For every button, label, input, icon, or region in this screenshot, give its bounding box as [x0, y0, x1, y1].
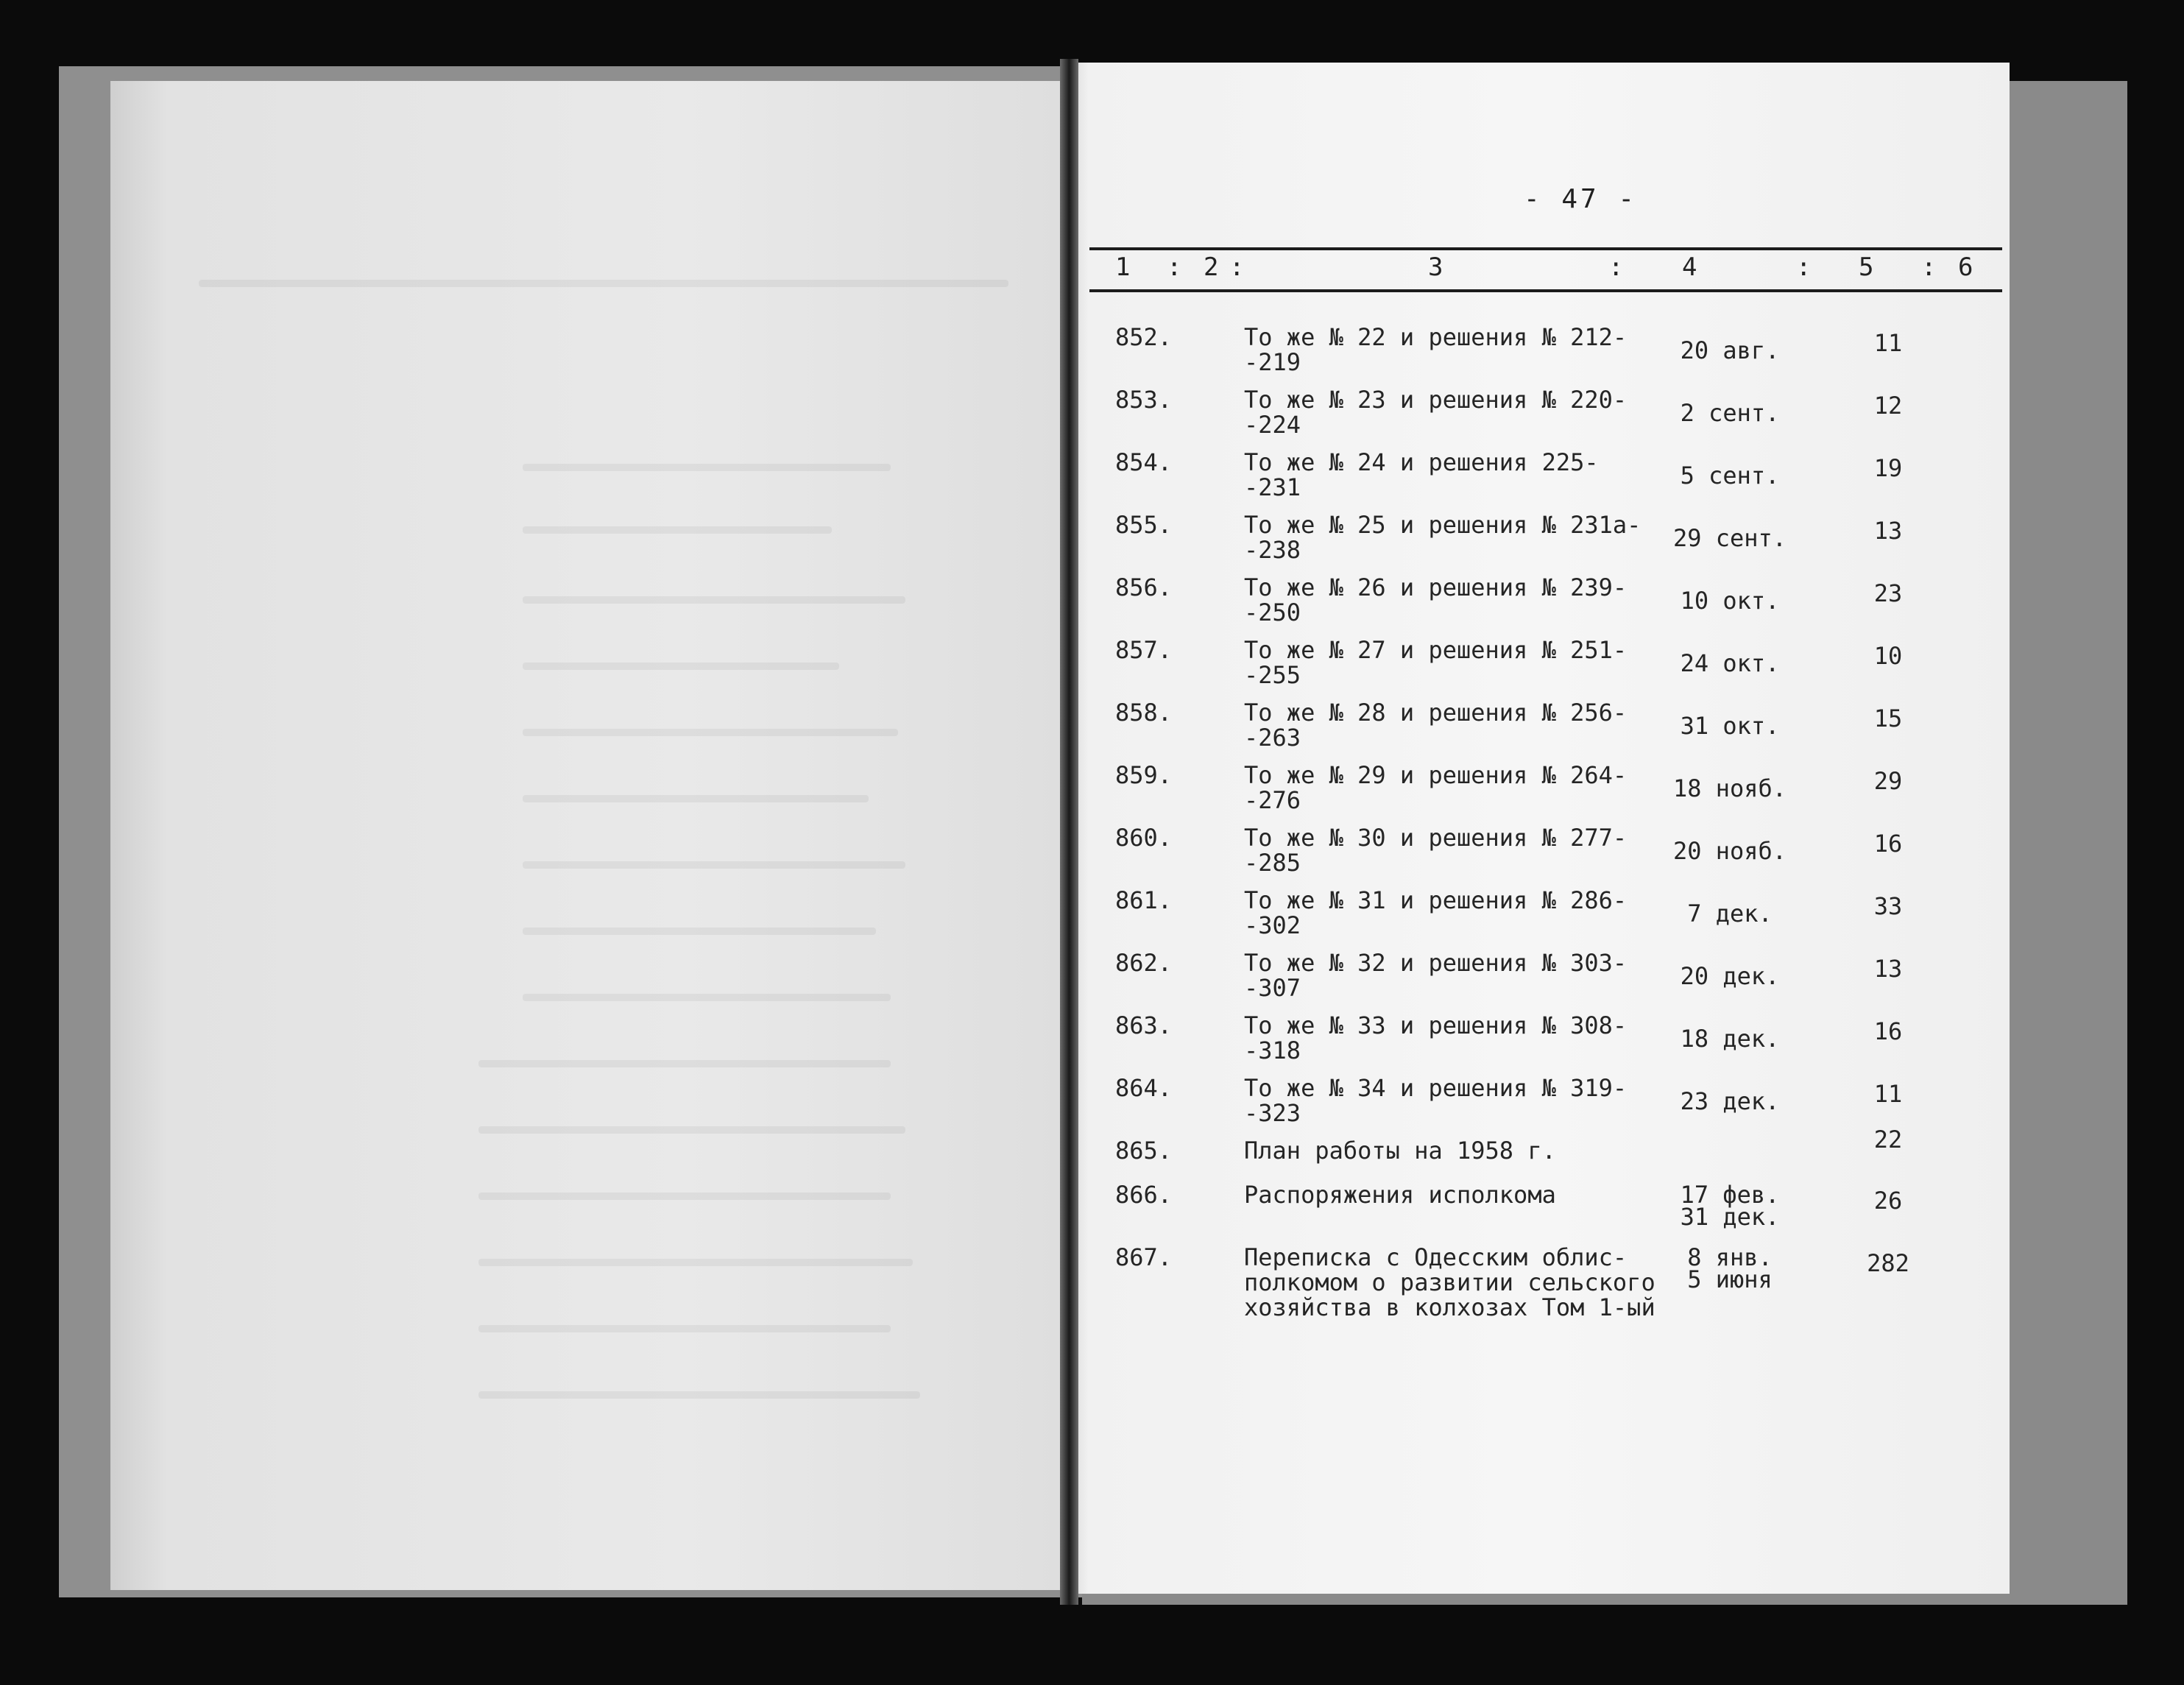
row-date: 2 сент.: [1680, 399, 1780, 427]
column-header-1: 1: [1115, 252, 1131, 282]
row-date: 29 сент.: [1672, 524, 1787, 552]
row-description: То же № 24 и решения 225-: [1244, 448, 1599, 476]
row-sheet-count: 11: [1873, 329, 1903, 357]
row-number: 860.: [1115, 824, 1173, 852]
row-sheet-count: 26: [1873, 1187, 1903, 1215]
row-description: То же № 30 и решения № 277-: [1244, 824, 1628, 852]
row-date: 20 дек.: [1680, 962, 1780, 990]
row-number: 856.: [1115, 573, 1173, 601]
row-number: 861.: [1115, 886, 1173, 914]
row-date: 5 сент.: [1680, 462, 1780, 490]
row-description: То же № 28 и решения № 256-: [1244, 699, 1628, 727]
column-header-5: 5: [1859, 252, 1874, 282]
row-description: -263: [1244, 724, 1301, 752]
row-sheet-count: 22: [1873, 1126, 1903, 1154]
row-description: -302: [1244, 911, 1301, 939]
row-description: -219: [1244, 348, 1301, 376]
row-number: 855.: [1115, 511, 1173, 539]
row-date: 31 дек.: [1680, 1203, 1780, 1231]
row-sheet-count: 16: [1873, 1017, 1903, 1045]
row-date: 31 окт.: [1680, 712, 1780, 740]
row-sheet-count: 11: [1873, 1080, 1903, 1108]
row-description: -231: [1244, 473, 1301, 501]
row-sheet-count: 13: [1873, 517, 1903, 545]
row-description: То же № 31 и решения № 286-: [1244, 886, 1628, 914]
row-number: 858.: [1115, 699, 1173, 727]
row-number: 854.: [1115, 448, 1173, 476]
row-number: 862.: [1115, 949, 1173, 977]
row-number: 859.: [1115, 761, 1173, 789]
column-separator: :: [1921, 252, 1937, 282]
row-description: -238: [1244, 536, 1301, 564]
row-date: 7 дек.: [1687, 900, 1773, 928]
column-header-2: 2: [1204, 252, 1219, 282]
row-sheet-count: 15: [1873, 704, 1903, 732]
row-sheet-count: 19: [1873, 454, 1903, 482]
row-sheet-count: 33: [1873, 892, 1903, 920]
row-date: 20 авг.: [1680, 336, 1780, 364]
table-header-bottom-rule: [1089, 289, 2002, 292]
row-description: -318: [1244, 1036, 1301, 1064]
row-date: 17 фев.: [1680, 1181, 1780, 1209]
row-number: 853.: [1115, 386, 1173, 414]
row-date: 18 дек.: [1680, 1025, 1780, 1053]
row-date: 18 нояб.: [1672, 774, 1787, 802]
row-description: То же № 23 и решения № 220-: [1244, 386, 1628, 414]
row-description: То же № 27 и решения № 251-: [1244, 636, 1628, 664]
row-description: -323: [1244, 1099, 1301, 1127]
table-header-top-rule: [1089, 247, 2002, 250]
column-separator: :: [1608, 252, 1624, 282]
row-date: 10 окт.: [1680, 587, 1780, 615]
row-sheet-count: 10: [1873, 642, 1903, 670]
column-header-4: 4: [1682, 252, 1697, 282]
row-description: План работы на 1958 г.: [1244, 1137, 1556, 1165]
row-number: 857.: [1115, 636, 1173, 664]
column-separator: :: [1167, 252, 1182, 282]
row-description: полкомом о развитии сельского: [1244, 1268, 1655, 1296]
row-description: Распоряжения исполкома: [1244, 1181, 1556, 1209]
row-date: 20 нояб.: [1672, 837, 1787, 865]
column-header-3: 3: [1428, 252, 1443, 282]
row-description: -255: [1244, 661, 1301, 689]
column-separator: :: [1796, 252, 1812, 282]
row-description: То же № 22 и решения № 212-: [1244, 323, 1628, 351]
row-sheet-count: 29: [1873, 767, 1903, 795]
row-date: 8 янв.: [1687, 1243, 1773, 1271]
row-date: 24 окт.: [1680, 649, 1780, 677]
row-description: -307: [1244, 974, 1301, 1002]
row-description: То же № 32 и решения № 303-: [1244, 949, 1628, 977]
row-description: Переписка с Одесским облис-: [1244, 1243, 1628, 1271]
row-description: То же № 25 и решения № 231а-: [1244, 511, 1641, 539]
row-description: То же № 26 и решения № 239-: [1244, 573, 1628, 601]
row-number: 852.: [1115, 323, 1173, 351]
bleed-through-text: [110, 81, 1067, 1590]
column-separator: :: [1229, 252, 1245, 282]
row-sheet-count: 282: [1867, 1249, 1909, 1277]
row-number: 865.: [1115, 1137, 1173, 1165]
row-number: 867.: [1115, 1243, 1173, 1271]
row-sheet-count: 12: [1873, 392, 1903, 420]
column-header-6: 6: [1958, 252, 1973, 282]
row-description: -250: [1244, 598, 1301, 626]
row-sheet-count: 23: [1873, 579, 1903, 607]
row-date: 23 дек.: [1680, 1087, 1780, 1115]
row-sheet-count: 16: [1873, 830, 1903, 858]
row-description: То же № 33 и решения № 308-: [1244, 1011, 1628, 1039]
row-description: То же № 29 и решения № 264-: [1244, 761, 1628, 789]
row-description: -285: [1244, 849, 1301, 877]
row-sheet-count: 13: [1873, 955, 1903, 983]
row-number: 863.: [1115, 1011, 1173, 1039]
row-description: -276: [1244, 786, 1301, 814]
row-date: 5 июня: [1687, 1265, 1773, 1293]
row-number: 866.: [1115, 1181, 1173, 1209]
row-number: 864.: [1115, 1074, 1173, 1102]
row-description: хозяйства в колхозах Том 1-ый: [1244, 1293, 1655, 1321]
book-gutter: [1060, 59, 1078, 1605]
page-number: - 47 -: [1524, 184, 1638, 214]
row-description: -224: [1244, 411, 1301, 439]
left-page-blank: [110, 81, 1070, 1590]
row-description: То же № 34 и решения № 319-: [1244, 1074, 1628, 1102]
